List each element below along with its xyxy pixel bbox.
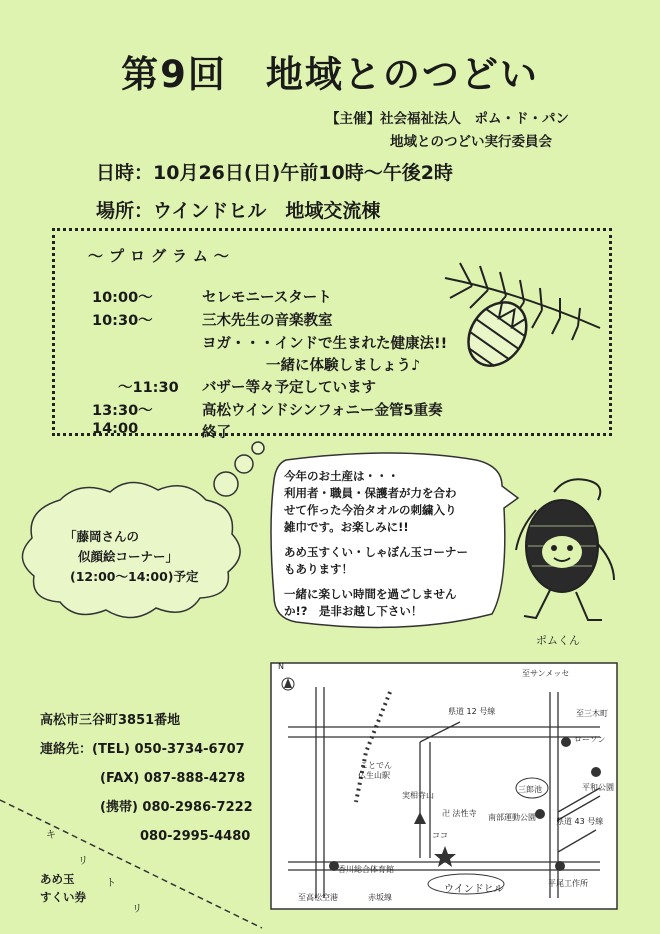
map-label: 仏生山駅 bbox=[358, 771, 390, 780]
bubble-right-text bbox=[284, 468, 468, 620]
pinecone-illustration bbox=[440, 258, 610, 388]
map-label: 至三木町 bbox=[576, 709, 608, 718]
bubble-right-line: せて作った今治タオルの刺繍入り bbox=[284, 503, 457, 517]
map-label: 県道 12 号線 bbox=[448, 707, 496, 716]
page-title: 第9回 地域とのつどい bbox=[121, 53, 539, 96]
bubble-left-line1: 「藤岡さんの bbox=[64, 529, 140, 544]
coupon-cut-char: ト bbox=[106, 878, 116, 889]
coupon-cut-char: キ bbox=[46, 830, 56, 841]
bubble-right-line: もあります！ bbox=[284, 562, 353, 576]
map-label: 平和公園 bbox=[582, 783, 614, 792]
bubble-right-line: 今年のお土産は・・・ bbox=[284, 469, 399, 483]
coupon-cut-char: リ bbox=[132, 904, 142, 915]
contact-tel: 連絡先：(TEL) 050-3734-6707 bbox=[40, 742, 245, 757]
bubble-right-line: か!? 是非お越し下さい！ bbox=[284, 604, 423, 618]
contact-fax: (FAX) 087-888-4278 bbox=[100, 771, 246, 786]
program-desc: 終了 bbox=[202, 425, 231, 441]
bubble-left-text bbox=[64, 527, 199, 587]
program-desc: 高松ウインドシンフォニー金管5重奏 bbox=[202, 403, 443, 419]
coupon-line1: あめ玉 bbox=[40, 872, 75, 886]
map-label: ココ bbox=[432, 831, 448, 840]
program-title: ～プログラム～ bbox=[88, 247, 235, 265]
mascot-label: ポムくん bbox=[536, 634, 580, 647]
map-label-windhill: ウインドヒル bbox=[444, 884, 504, 895]
program-desc: 一緒に体験しましょう♪ bbox=[266, 358, 421, 374]
coupon bbox=[40, 870, 86, 906]
program-time: 10:30～ bbox=[92, 313, 153, 329]
organizer bbox=[326, 108, 569, 154]
map-label: 南部運動公園 bbox=[488, 813, 536, 822]
organizer-line2: 地域とのつどい実行委員会 bbox=[390, 134, 552, 150]
program-desc: ヨガ・・・インドで生まれた健康法!! bbox=[202, 336, 448, 352]
event-datetime: 日時：10月26日(日)午前10時～午後2時 bbox=[96, 162, 453, 184]
address-line: 高松市三谷町3851番地 bbox=[40, 713, 181, 728]
program-desc: セレモニースタート bbox=[202, 290, 332, 306]
program-time: ～11:30 bbox=[118, 380, 179, 396]
bubble-left-line2: 似顔絵コーナー」 bbox=[78, 549, 179, 564]
map-label: 至高松空港 bbox=[298, 893, 338, 902]
map-label: ことでん bbox=[360, 761, 392, 770]
map-label: 卍 法性寺 bbox=[442, 809, 477, 818]
program-desc: バザー等々予定しています bbox=[202, 380, 376, 396]
program-time: 10:00～ bbox=[92, 290, 153, 306]
map-label: 赤坂線 bbox=[368, 893, 392, 902]
program-time: 13:30～ bbox=[92, 403, 153, 419]
organizer-line1: 【主催】社会福祉法人 ポム・ド・パン bbox=[326, 111, 569, 127]
map-label: ローソン bbox=[574, 735, 606, 744]
coupon-cut-char: リ bbox=[78, 856, 88, 867]
bubble-left-line3: (12:00～14:00)予定 bbox=[70, 569, 199, 584]
map-label: 三郎池 bbox=[518, 785, 542, 794]
map-label: 県道 43 号線 bbox=[556, 817, 604, 826]
map-label: 実相寺山 bbox=[402, 791, 434, 800]
mascot-pomkun-illustration bbox=[506, 470, 626, 630]
bubble-right-line: 一緒に楽しい時間を過ごしません bbox=[284, 587, 457, 601]
map-north: N bbox=[278, 662, 284, 671]
coupon-line2: すくい券 bbox=[40, 890, 86, 904]
program-desc: 三木先生の音楽教室 bbox=[202, 313, 333, 329]
map-label: 香川総合体育館 bbox=[338, 865, 394, 874]
bubble-right-line: 雑巾です。お楽しみに!! bbox=[284, 520, 409, 534]
event-place: 場所：ウインドヒル 地域交流棟 bbox=[96, 200, 381, 222]
contact-mobile2: 080-2995-4480 bbox=[140, 829, 251, 844]
access-map bbox=[270, 662, 618, 912]
bubble-right-line: 利用者・職員・保護者が力を合わ bbox=[284, 486, 457, 500]
map-label: 平尾工作所 bbox=[548, 879, 588, 888]
program-time: 14:00 bbox=[92, 421, 139, 437]
contact-mobile: (携帯) 080-2986-7222 bbox=[100, 800, 253, 815]
map-label: 至サンメッセ bbox=[522, 669, 570, 678]
bubble-right-line: あめ玉すくい・しゃぼん玉コーナー bbox=[284, 545, 468, 559]
